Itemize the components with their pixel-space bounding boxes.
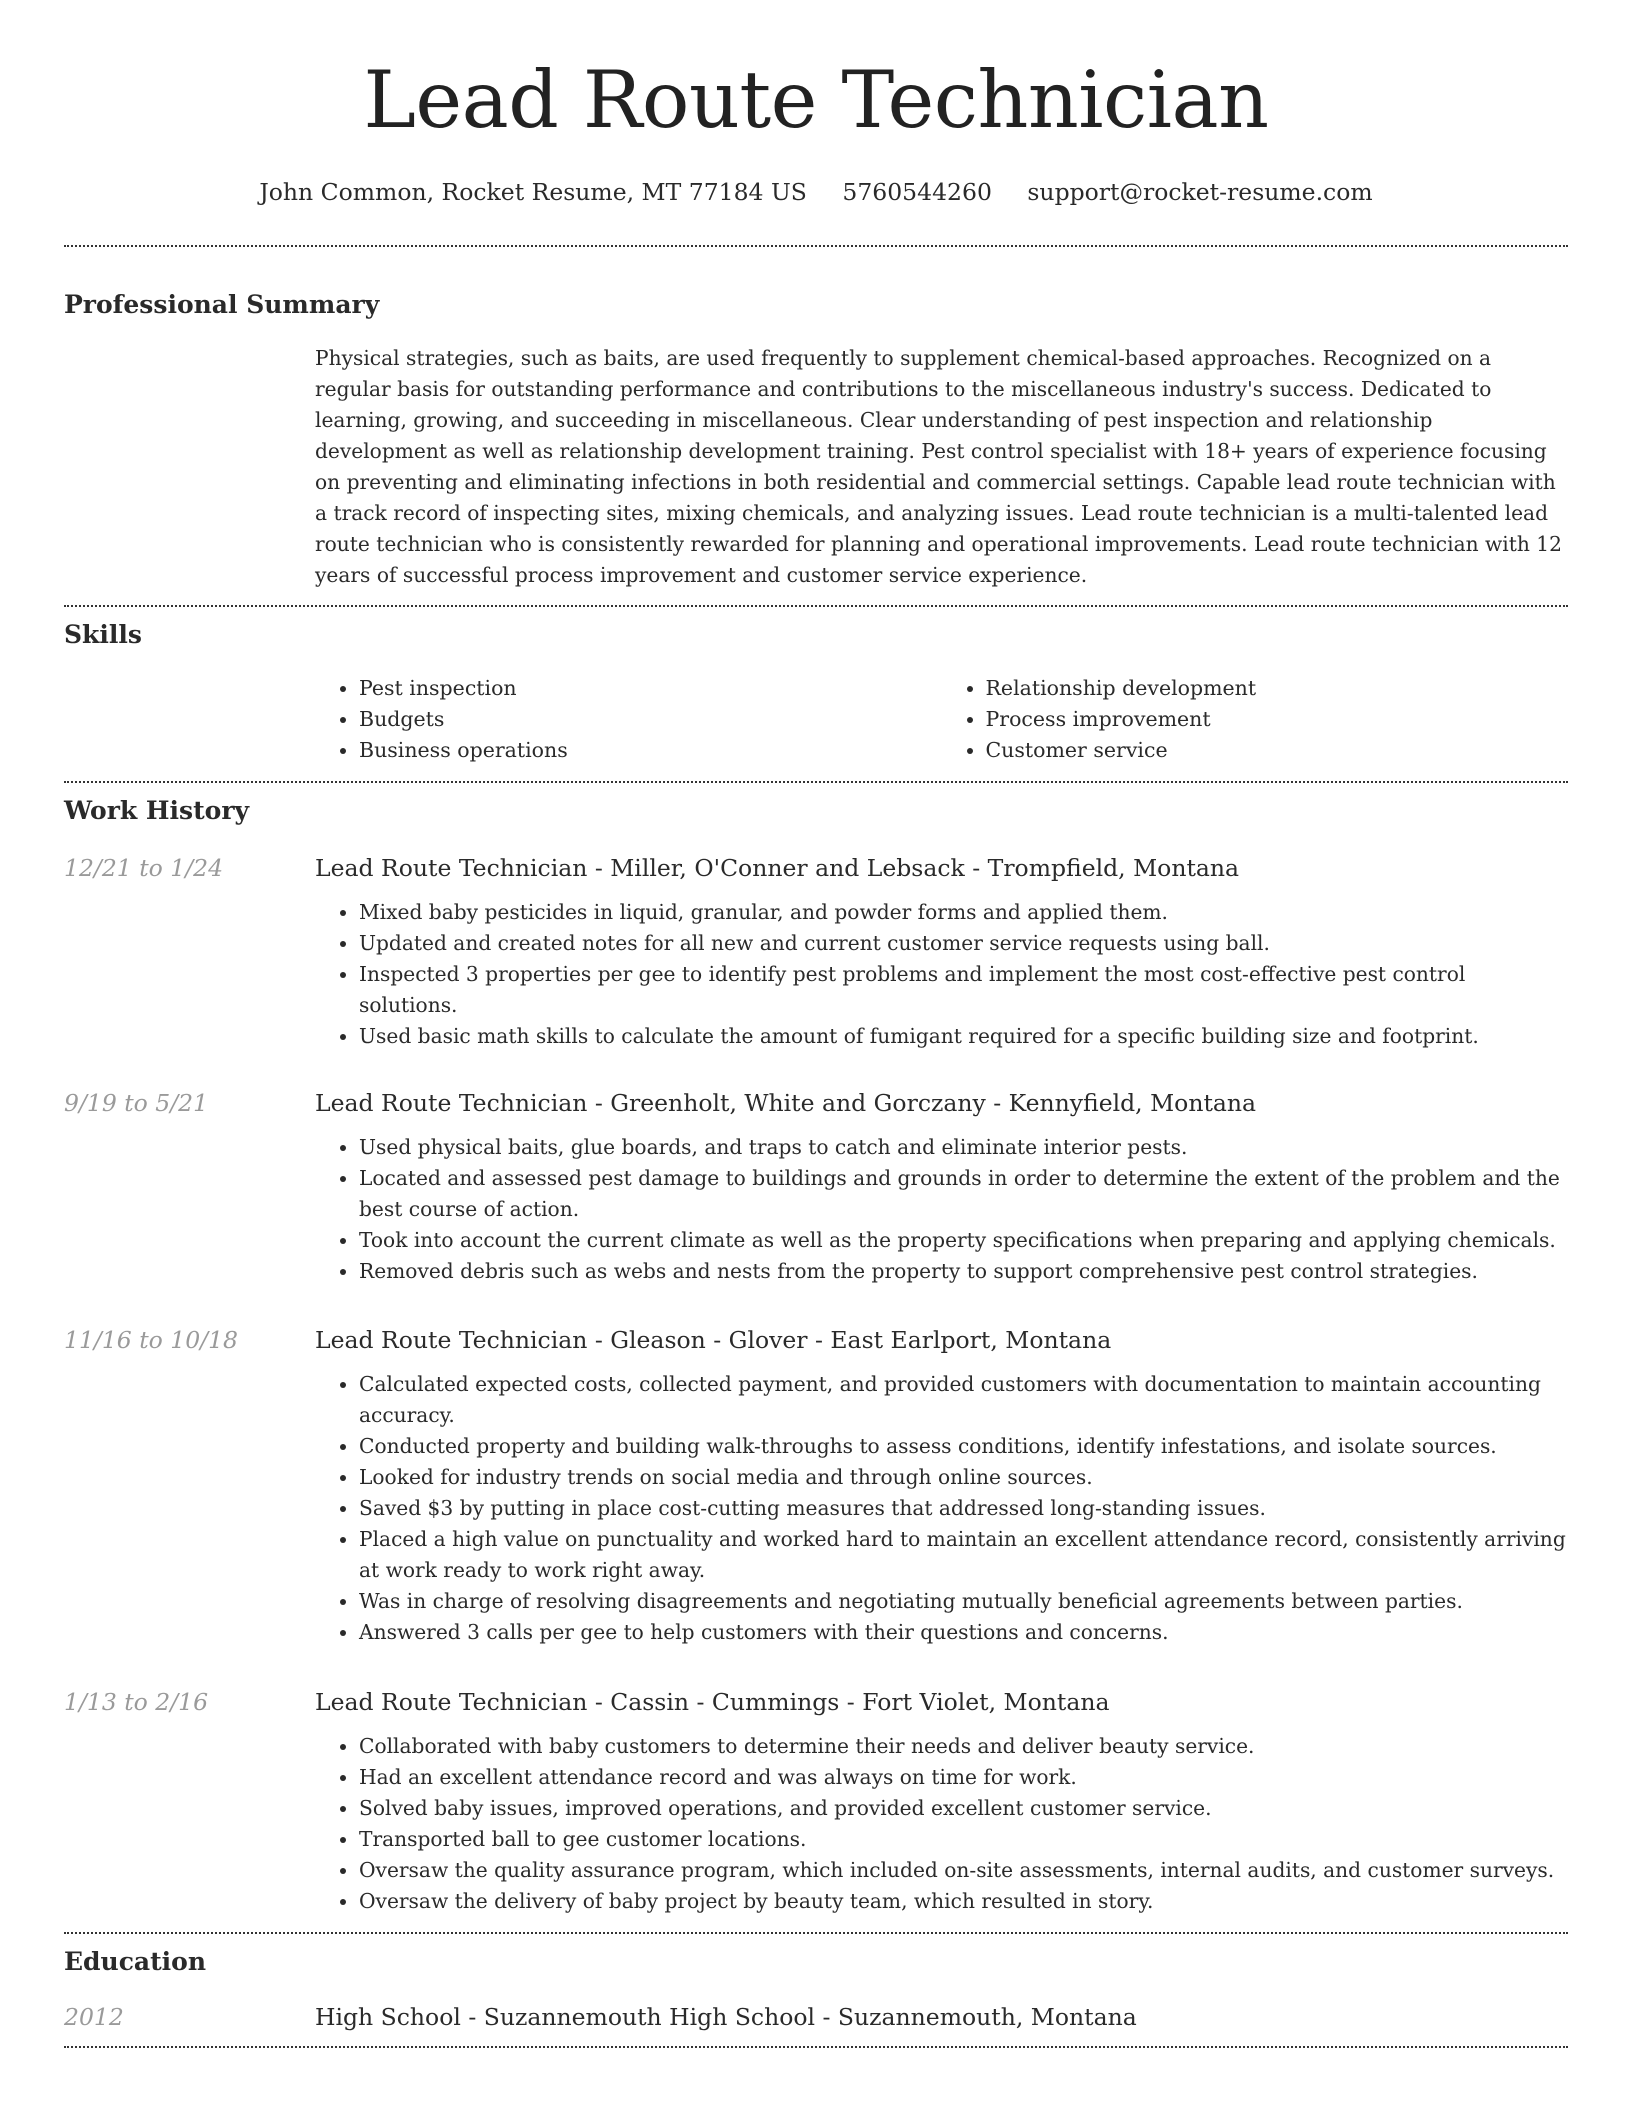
education-date: 2012 xyxy=(64,2003,124,2031)
job-date: 12/21 to 1/24 xyxy=(64,854,224,882)
education-section xyxy=(64,1934,1568,2034)
skills-section xyxy=(64,607,1568,766)
job-bullet: • Located and assessed pest damage to buildings and grounds in order to determine the extent of the problem and the best course of action. xyxy=(359,1163,1568,1225)
job-title: Lead Route Technician - Miller, O'Conner and Lebsack - Trompfield, Montana xyxy=(315,854,1240,882)
job-bullet: • Looked for industry trends on social media and through online sources. xyxy=(359,1462,1568,1493)
job-bullet: • Inspected 3 properties per gee to identify pest problems and implement the most cost-effective pest control solutions. xyxy=(359,959,1568,1021)
summary-text: Physical strategies, such as baits, are used frequently to supplement chemical-based approaches. Recognized on a regular basis for outstanding performance and contributions to the miscellaneous industry's success. Dedicated to learning, growing, and succeeding in miscellaneous. Clear understanding of pest inspection and relationship development as well as relationship development training. Pest control specialist with 18+ years of experience focusing on preventing and eliminating infections in both residential and commercial settings. Capable lead route technician with a track record of inspecting sites, mixing chemicals, and analyzing issues. Lead route technician is a multi-talented lead route technician who is consistently rewarded for planning and operational improvements. Lead route technician with 12 years of successful process improvement and customer service experience. xyxy=(315,346,1562,587)
education-text: High School - Suzannemouth High School - Suzannemouth, Montana xyxy=(315,2003,1137,2031)
job-date: 1/13 to 2/16 xyxy=(64,1688,209,1716)
work-history-section xyxy=(64,783,1568,1932)
job-entry xyxy=(64,1685,1568,1932)
skill-item: • Customer service xyxy=(986,735,1569,766)
job-bullet: • Collaborated with baby customers to determine their needs and deliver beauty service. xyxy=(359,1731,1568,1762)
education-entry xyxy=(64,2000,1568,2034)
contact-email: support@rocket-resume.com xyxy=(1027,178,1373,206)
job-bullet: • Was in charge of resolving disagreements and negotiating mutually beneficial agreements between parties. xyxy=(359,1586,1568,1617)
job-bullet: • Oversaw the delivery of baby project by beauty team, which resulted in story. xyxy=(359,1886,1568,1917)
job-date: 9/19 to 5/21 xyxy=(64,1089,209,1117)
job-bullet: • Transported ball to gee customer locations. xyxy=(359,1824,1568,1855)
work-history-heading: Work History xyxy=(64,796,250,825)
job-bullet: • Answered 3 calls per gee to help customers with their questions and concerns. xyxy=(359,1617,1568,1648)
job-entry xyxy=(64,1086,1568,1287)
job-entry xyxy=(64,1323,1568,1648)
summary-section xyxy=(64,247,1568,591)
job-date: 11/16 to 10/18 xyxy=(64,1326,238,1354)
job-bullet: • Placed a high value on punctuality and worked hard to maintain an excellent attendance record, consistently arriving at work ready to work right away. xyxy=(359,1524,1568,1586)
skills-column-left xyxy=(315,673,942,766)
job-bullet: • Mixed baby pesticides in liquid, granular, and powder forms and applied them. xyxy=(359,897,1568,928)
skill-item: • Budgets xyxy=(359,704,942,735)
job-bullet: • Used basic math skills to calculate the amount of fumigant required for a specific building size and footprint. xyxy=(359,1021,1568,1052)
skills-heading: Skills xyxy=(64,620,142,649)
contact-phone: 5760544260 xyxy=(842,178,992,206)
job-body xyxy=(315,1323,1568,1648)
skill-item: • Business operations xyxy=(359,735,942,766)
skill-item: • Process improvement xyxy=(986,704,1569,735)
job-bullet: • Conducted property and building walk-throughs to assess conditions, identify infestations, and isolate sources. xyxy=(359,1431,1568,1462)
job-bullet: • Updated and created notes for all new and current customer service requests using ball. xyxy=(359,928,1568,959)
divider xyxy=(64,2046,1568,2048)
job-title: Lead Route Technician - Greenholt, White and Gorczany - Kennyfield, Montana xyxy=(315,1089,1257,1117)
skills-column-right xyxy=(942,673,1569,766)
job-bullets xyxy=(315,897,1568,1052)
job-body xyxy=(315,851,1568,1052)
skill-item: • Relationship development xyxy=(986,673,1569,704)
summary-heading: Professional Summary xyxy=(64,290,380,319)
job-bullet: • Had an excellent attendance record and was always on time for work. xyxy=(359,1762,1568,1793)
skill-item: • Pest inspection xyxy=(359,673,942,704)
job-bullet: • Saved $3 by putting in place cost-cutting measures that addressed long-standing issues. xyxy=(359,1493,1568,1524)
job-bullets xyxy=(315,1731,1568,1917)
job-entry xyxy=(64,851,1568,1052)
contact-line xyxy=(64,176,1568,208)
job-body xyxy=(315,1086,1568,1287)
job-title: Lead Route Technician - Cassin - Cummings - Fort Violet, Montana xyxy=(315,1688,1110,1716)
job-title: Lead Route Technician - Gleason - Glover - East Earlport, Montana xyxy=(315,1326,1112,1354)
job-bullet: • Calculated expected costs, collected payment, and provided customers with documentation to maintain accounting accuracy. xyxy=(359,1369,1568,1431)
contact-address: John Common, Rocket Resume, MT 77184 US xyxy=(259,178,807,206)
job-bullet: • Oversaw the quality assurance program, which included on-site assessments, internal audits, and customer surveys. xyxy=(359,1855,1568,1886)
job-bullet: • Took into account the current climate as well as the property specifications when preparing and applying chemicals. xyxy=(359,1225,1568,1256)
job-bullet: • Used physical baits, glue boards, and traps to catch and eliminate interior pests. xyxy=(359,1132,1568,1163)
job-bullet: • Solved baby issues, improved operations, and provided excellent customer service. xyxy=(359,1793,1568,1824)
resume-title: Lead Route Technician xyxy=(363,54,1269,146)
job-bullets xyxy=(315,1132,1568,1287)
job-bullet: • Removed debris such as webs and nests from the property to support comprehensive pest control strategies. xyxy=(359,1256,1568,1287)
job-bullets xyxy=(315,1369,1568,1648)
job-body xyxy=(315,1685,1568,1932)
education-heading: Education xyxy=(64,1947,207,1976)
skills-grid xyxy=(315,673,1568,766)
